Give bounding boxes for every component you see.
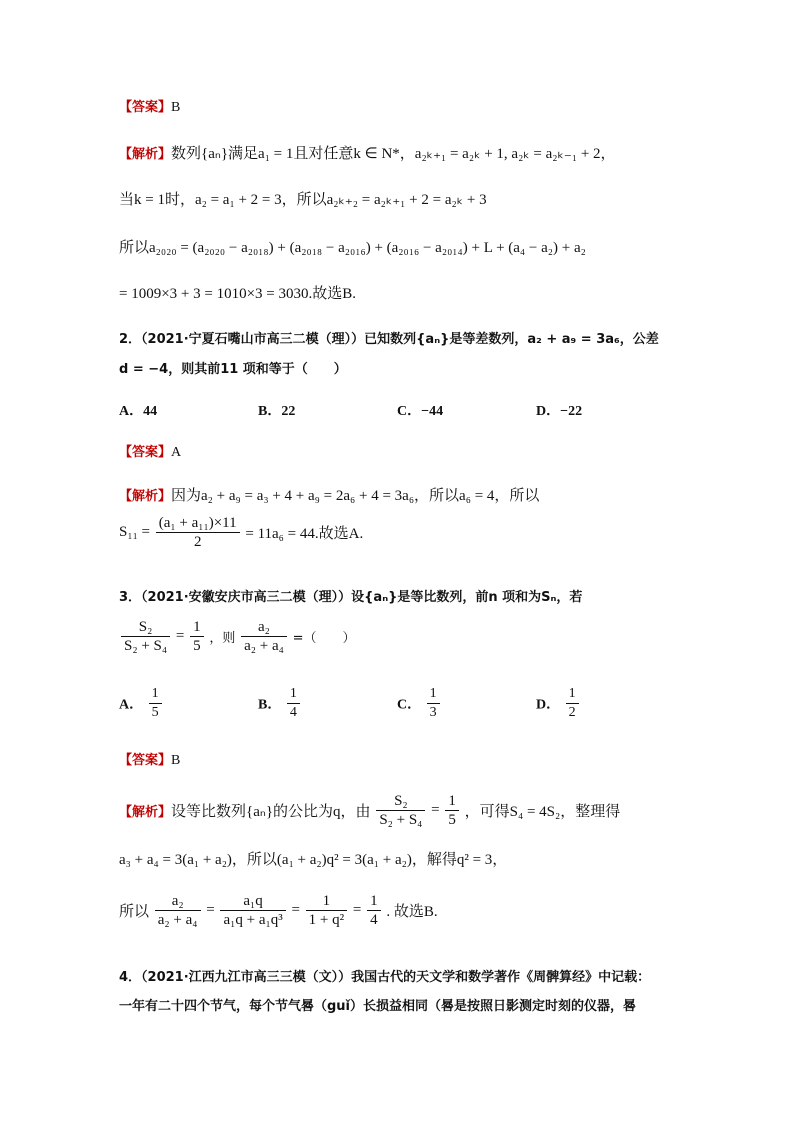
- q3-analysis-line3: [119, 892, 438, 929]
- q3-ask-fraction: [241, 618, 287, 655]
- q3-an3-f1-den: a₂ + a₄: [157, 912, 198, 928]
- q1-analysis-text1: 数列{aₙ}满足a₁ = 1且对任意k ∈ N*，a₂ₖ₊₁ = a₂ₖ + 1, a₂ₖ = a₂ₖ₋₁ + 2，: [171, 146, 616, 162]
- q3-an3-f1: [155, 892, 201, 929]
- q3-an1-eq: =: [431, 802, 440, 818]
- q3-cond-value: [190, 618, 204, 655]
- q3-an1-post: ，可得S₄ = 4S₂，整理得: [464, 804, 621, 820]
- analysis-tag: 【解析】: [119, 147, 172, 162]
- q3-an3-eq2: =: [291, 902, 300, 918]
- q3-option-b-frac: [287, 685, 300, 722]
- analysis-tag: 【解析】: [119, 489, 172, 504]
- q3-an3-f2: [220, 892, 285, 929]
- q3-option-d-num: 1: [566, 685, 579, 704]
- q3-cond-fraction: [121, 618, 170, 655]
- q3-option-d-den: 2: [568, 705, 576, 720]
- q2-option-d: D．−22: [536, 404, 583, 419]
- q3-ask-den: a₂ + a₄: [244, 638, 284, 654]
- s11-denominator: 2: [193, 534, 202, 550]
- q2-analysis-text1: 因为a₂ + a₉ = a₃ + 4 + a₉ = 2a₆ + 4 = 3a₆，所以a₆ = 4，所以: [171, 488, 540, 504]
- q3-option-d: [536, 685, 581, 722]
- q3-option-c-frac: [427, 685, 440, 722]
- q2-analysis-line1: [119, 484, 539, 505]
- q3-option-b-num: 1: [287, 685, 300, 704]
- analysis-tag: 【解析】: [119, 805, 172, 820]
- q3-an3-f2-num: a₁q: [220, 892, 285, 911]
- q3-an1-val-den: 5: [448, 812, 456, 828]
- q3-question: 3．（2021·安徽安庆市高三二模（理））设{aₙ}是等比数列，前n 项和为Sₙ，若: [119, 590, 583, 605]
- s11-fraction: [156, 514, 240, 551]
- q3-an1-pre: 设等比数列{aₙ}的公比为q，由: [171, 804, 371, 820]
- q3-an1-den: S₂ + S₄: [379, 812, 423, 828]
- q3-answer-value: B: [171, 753, 181, 768]
- q3-an3-f3-num: 1: [306, 892, 347, 911]
- q3-option-d-label: D．: [536, 697, 561, 713]
- q3-ask-num: a₂: [241, 618, 287, 637]
- q3-analysis-line1: [119, 792, 620, 829]
- q3-cond-den: S₂ + S₄: [124, 638, 168, 654]
- q4-question: 4．（2021·江西九江市高三三模（文））我国古代的天文学和数学著作《周髀算经》中记载：: [119, 970, 651, 985]
- q3-cond-eq: =: [175, 628, 185, 644]
- q3-cond-num: S₂: [121, 618, 170, 637]
- q3-option-a-num: 1: [149, 685, 162, 704]
- q3-then: ，则: [209, 631, 236, 646]
- q3-option-a-frac: [149, 685, 162, 722]
- q3-analysis-line2: a₃ + a₄ = 3(a₁ + a₂)，所以(a₁ + a₂)q² = 3(a₁ + a₂)，解得q² = 3，: [119, 852, 508, 868]
- q3-an3-pre: 所以: [119, 904, 150, 920]
- q3-an3-f4-num: 1: [367, 892, 381, 911]
- q3-option-c-num: 1: [427, 685, 440, 704]
- q3-an3-eq1: =: [206, 902, 215, 918]
- q2-answer-value: A: [171, 445, 182, 460]
- q3-an3-f2-den: a₁q + a₁q³: [223, 912, 283, 928]
- q3-ask-tail: =（ ）: [292, 631, 356, 646]
- q3-an3-f4: [367, 892, 381, 929]
- q2-answer-line: [119, 441, 181, 461]
- q3-option-b-den: 4: [289, 705, 297, 720]
- q2-question-cont: d = −4，则其前11 项和等于（ ）: [119, 362, 347, 377]
- q3-an1-val-num: 1: [445, 792, 459, 811]
- q3-cond-val-num: 1: [190, 618, 204, 637]
- q3-option-a-den: 5: [151, 705, 159, 720]
- q3-option-b-label: B．: [258, 697, 282, 713]
- q3-option-c-label: C．: [397, 697, 422, 713]
- q3-option-d-frac: [566, 685, 579, 722]
- answer-tag: 【答案】: [119, 753, 172, 768]
- q3-an3-f3: [306, 892, 347, 929]
- q1-answer-value: B: [171, 100, 181, 115]
- q3-option-c-den: 3: [429, 705, 437, 720]
- q3-an1-num: S₂: [376, 792, 425, 811]
- answer-tag: 【答案】: [119, 100, 172, 115]
- q1-analysis-line3: 所以a₂₀₂₀ = (a₂₀₂₀ − a₂₀₁₈) + (a₂₀₁₈ − a₂₀₁₆) + (a₂₀₁₆ − a₂₀₁₄) + L + (a₄ − a₂) + a₂: [119, 240, 586, 256]
- q3-option-c: [397, 685, 442, 722]
- q2-analysis-s11: [119, 514, 363, 551]
- q2-question: 2．（2021·宁夏石嘴山市高三二模（理））已知数列{aₙ}是等差数列，a₂ + a₉ = 3a₆，公差: [119, 332, 659, 347]
- q3-an3-post: . 故选B.: [386, 904, 438, 920]
- q3-option-a: [119, 685, 164, 722]
- q2-option-a: A．44: [119, 404, 158, 419]
- q1-analysis-line4: = 1009×3 + 3 = 1010×3 = 3030.故选B.: [119, 286, 357, 302]
- q1-analysis-line2: 当k = 1时，a₂ = a₁ + 2 = 3，所以a₂ₖ₊₂ = a₂ₖ₊₁ + 2 = a₂ₖ + 3: [119, 192, 487, 208]
- q4-question-cont: 一年有二十四个节气，每个节气晷（guǐ）长损益相同（晷是按照日影测定时刻的仪器，晷: [119, 999, 637, 1014]
- q3-an1-fraction: [376, 792, 425, 829]
- q1-analysis-line1: [119, 142, 616, 163]
- q3-answer-line: [119, 749, 180, 769]
- q3-an3-eq3: =: [352, 902, 362, 918]
- q3-option-a-label: A．: [119, 697, 144, 713]
- q3-an3-f4-den: 4: [370, 912, 378, 928]
- q3-an3-f1-num: a₂: [155, 892, 201, 911]
- q2-option-b: B．22: [258, 404, 296, 419]
- answer-tag: 【答案】: [119, 445, 172, 460]
- s11-numerator: (a₁ + a₁₁)×11: [156, 514, 240, 533]
- q2-option-c: C．−44: [397, 404, 444, 419]
- q3-an1-value: [445, 792, 459, 829]
- q3-an3-f3-den: 1 + q²: [308, 912, 345, 928]
- q3-cond-val-den: 5: [193, 638, 201, 654]
- q3-condition: [119, 618, 355, 655]
- q1-answer-line: [119, 96, 180, 116]
- q3-option-b: [258, 685, 302, 722]
- s11-left: S₁₁ =: [119, 524, 151, 540]
- s11-right: = 11a₆ = 44.故选A.: [245, 526, 364, 542]
